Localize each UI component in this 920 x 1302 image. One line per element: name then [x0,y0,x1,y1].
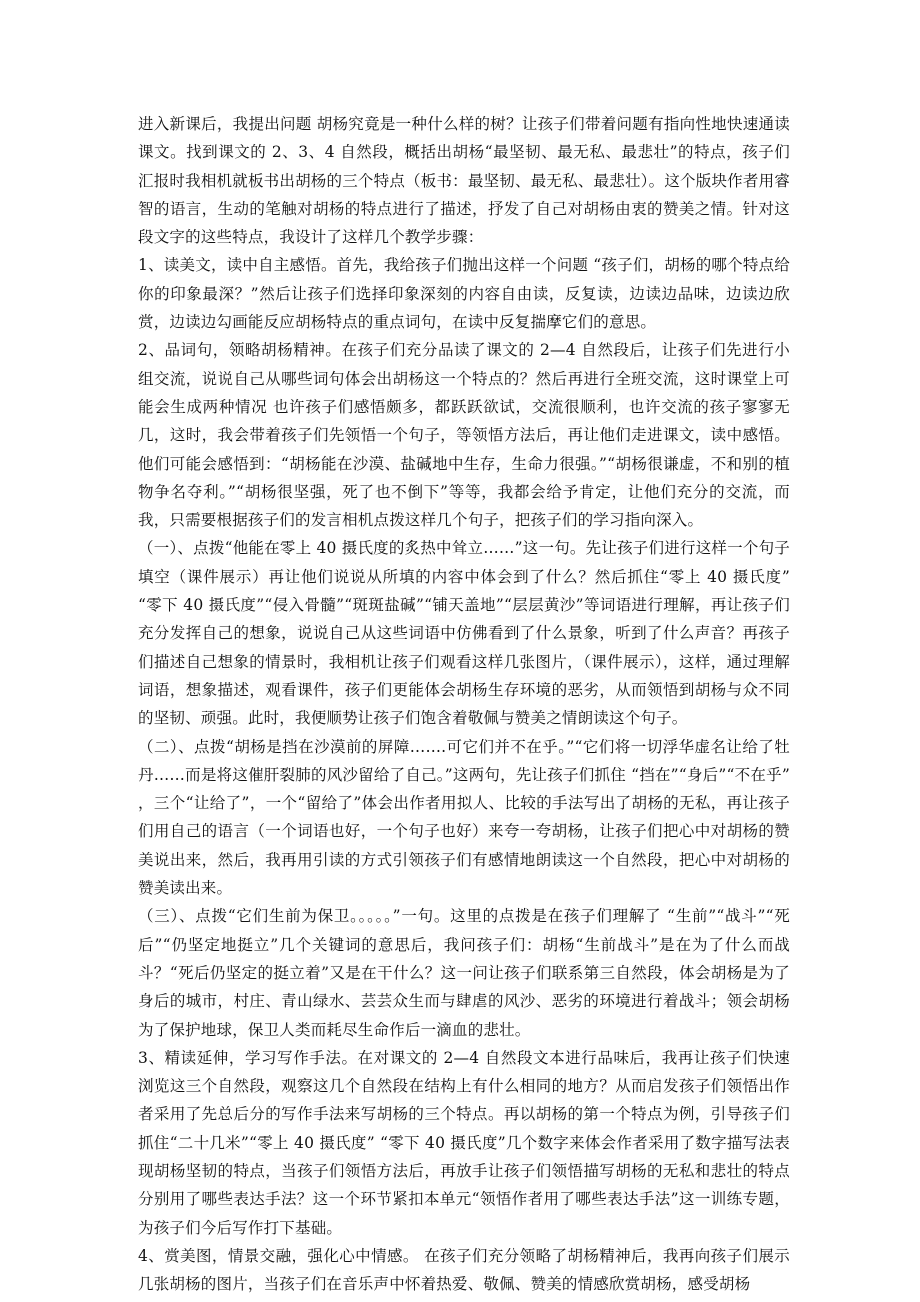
paragraph-step-1: 1、读美文，读中自主感悟。首先，我给孩子们抛出这样一个问题 “孩子们，胡杨的哪个特点给你的印象最深？”然后让孩子们选择印象深刻的内容自由读，反复读，边读边品味，边读边欣赏，边读边勾画能反应胡杨特点的重点词句，在读中反复揣摩它们的意思。 [138,256,790,332]
paragraph-point-2: （二）、点拨“胡杨是挡在沙漠前的屏障…….可它们并不在乎。”“它们将一切浮华虚名让给了牡丹……而是将这催肝裂肺的风沙留给了自己。”这两句，先让孩子们抓住 “挡在”“身后”“不在乎” ，三个“让给了”，一个“留给了”体会出作者用拟人、比较的手法写出了胡杨的无私，再让孩子们用自己的语言（一个词语也好，一个句子也好）来夸一夸胡杨，让孩子们把心中对胡杨的赞美说出来，然后，我再用引读的方式引领孩子们有感情地朗读这一个自然段，把心中对胡杨的赞美读出来。 [138,737,790,898]
paragraph-step-3: 3、精读延伸，学习写作手法。在对课文的 2—4 自然段文本进行品味后，我再让孩子们快速浏览这三个自然段，观察这几个自然段在结构上有什么相同的地方？从而启发孩子们领悟出作者采用了先总后分的写作手法来写胡杨的三个特点。再以胡杨的第一个特点为例，引导孩子们抓住“二十几米”“零上 40 摄氏度” “零下 40 摄氏度”几个数字来体会作者采用了数字描写法表现胡杨坚韧的特点，当孩子们领悟方法后，再放手让孩子们领悟描写胡杨的无私和悲壮的特点分别用了哪些表达手法？这一个环节紧扣本单元“领悟作者用了哪些表达手法”这一训练专题，为孩子们今后写作打下基础。 [138,1048,790,1237]
paragraph-step-2: 2、品词句，领略胡杨精神。在孩子们充分品读了课文的 2—4 自然段后，让孩子们先进行小组交流，说说自己从哪些词句体会出胡杨这一个特点的？然后再进行全班交流，这时课堂上可能会生成两种情况 也许孩子们感悟颇多，都跃跃欲试，交流很顺利，也许交流的孩子寥寥无几，这时，我会带着孩子们先领悟一个句子，等领悟方法后，再让他们走进课文，读中感悟。他们可能会感悟到：“胡杨能在沙漠、盐碱地中生存，生命力很强。”“胡杨很谦虚，不和别的植物争名夺利。”“胡杨很坚强，死了也不倒下”等等，我都会给予肯定，让他们充分的交流，而我，只需要根据孩子们的发言相机点拨这样几个句子，把孩子们的学习指向深入。 [138,341,790,530]
paragraph-step-4: 4、赏美图，情景交融，强化心中情感。 在孩子们充分领略了胡杨精神后，我再向孩子们展示几张胡杨的图片，当孩子们在音乐声中怀着热爱、敬佩、赞美的情感欣赏胡杨，感受胡杨 [138,1246,790,1294]
paragraph-point-1: （一）、点拨“他能在零上 40 摄氏度的炙热中耸立……”这一句。先让孩子们进行这样一个句子填空（课件展示）再让他们说说从所填的内容中体会到了什么？然后抓住“零上 40 摄氏度” “零下 40 摄氏度”“侵入骨髓”“斑斑盐碱”“铺天盖地”“层层黄沙”等词语进行理解，再让孩子们充分发挥自己的想象，说说自己从这些词语中仿佛看到了什么景象，听到了什么声音？再孩子们描述自己想象的情景时，我相机让孩子们观看这样几张图片，（课件展示），这样，通过理解词语，想象描述，观看课件，孩子们更能体会胡杨生存环境的恶劣，从而领悟到胡杨与众不同的坚韧、顽强。此时，我便顺势让孩子们饱含着敬佩与赞美之情朗读这个句子。 [138,539,790,728]
paragraph-intro: 进入新课后，我提出问题 胡杨究竟是一种什么样的树？让孩子们带着问题有指向性地快速通读课文。找到课文的 2、3、4 自然段，概括出胡杨“最坚韧、最无私、最悲壮”的特点，孩子们汇报时我相机就板书出胡杨的三个特点（板书：最坚韧、最无私、最悲壮）。这个版块作者用睿智的语言，生动的笔触对胡杨的特点进行了描述，抒发了自己对胡杨由衷的赞美之情。针对这段文字的这些特点，我设计了这样几个教学步骤： [138,115,790,247]
document-body [138,110,790,1298]
paragraph-point-3: （三）、点拨“它们生前为保卫。。。。。”一句。这里的点拨是在孩子们理解了 “生前”“战斗”“死后”“仍坚定地挺立”几个关键词的意思后，我问孩子们：胡杨“生前战斗”是在为了什么而战斗？“死后仍坚定的挺立着”又是在干什么？这一问让孩子们联系第三自然段，体会胡杨是为了身后的城市，村庄、青山绿水、芸芸众生而与肆虐的风沙、恶劣的环境进行着战斗；领会胡杨为了保护地球，保卫人类而耗尽生命作后一滴血的悲壮。 [138,907,790,1039]
